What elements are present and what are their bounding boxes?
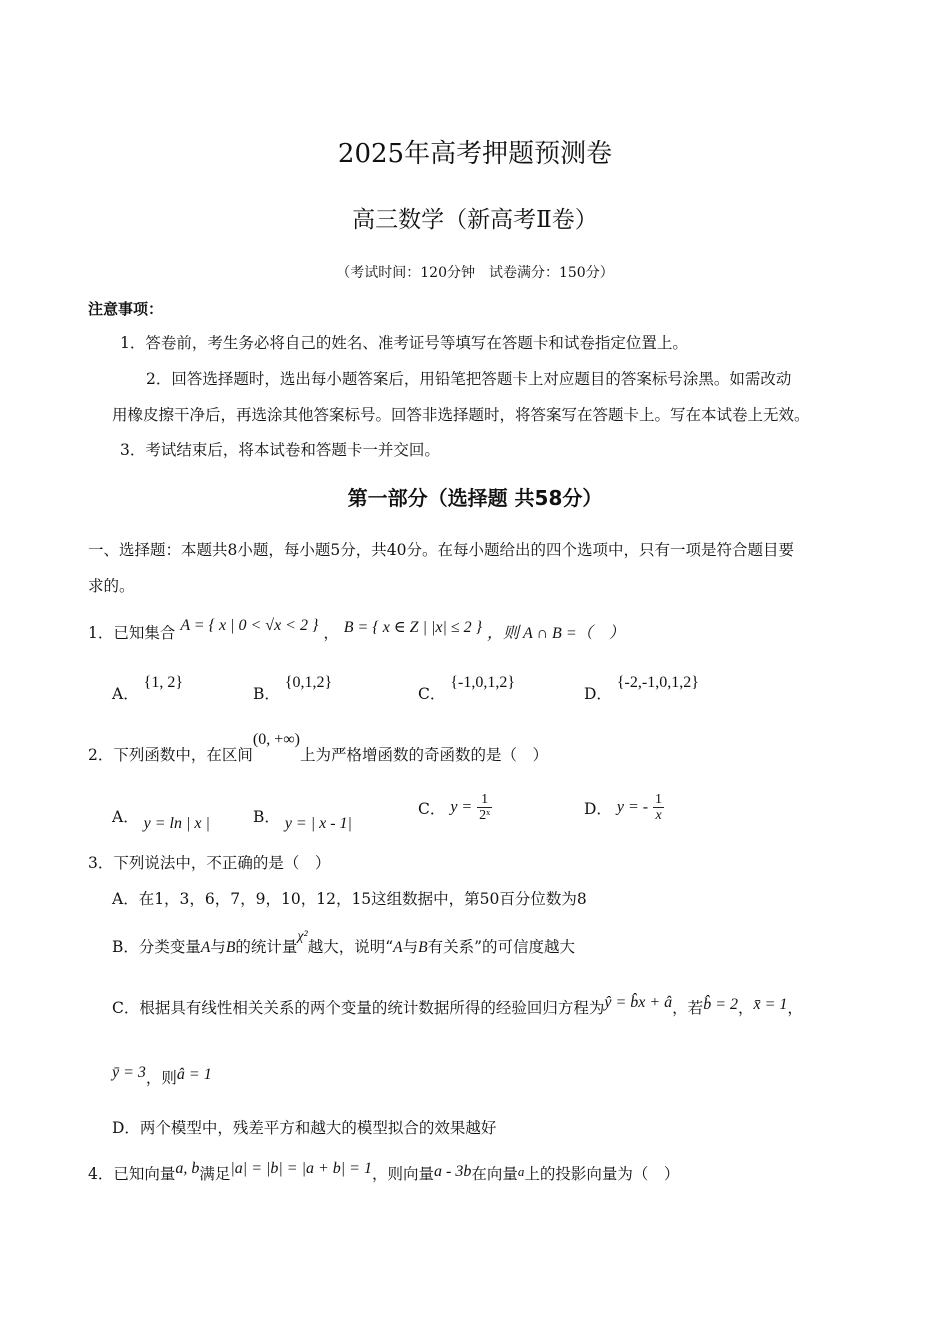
q4-condition: |a| = |b| = |a + b| = 1	[230, 1160, 372, 1177]
q2-option-c-lhs: y =	[450, 798, 473, 816]
q1-option-d	[584, 674, 699, 704]
q2-option-b-label: B．	[253, 808, 280, 826]
q3-b-var-a2: A	[393, 939, 403, 956]
q2-option-d-num: 1	[655, 792, 663, 807]
section-instruction-a: 一、选择题：本题共8小题，每小题5分，共40分。在每小题给出的四个选项中，只有一项是符合题目要	[88, 541, 794, 559]
q1-option-c-value: {-1,0,1,2}	[450, 674, 515, 691]
q3-stem: 3．下列说法中，不正确的是（ ）	[88, 854, 331, 872]
q3-option-a: A．在1，3，6，7，9，10，12，15这组数据中，第50百分位数为8	[112, 890, 587, 908]
q1-option-b-label: B．	[253, 685, 280, 703]
q3-b-var-a: A	[200, 939, 211, 956]
notice-item-2a: 2．回答选择题时，选出每小题答案后，用铅笔把答题卡上对应题目的答案标号涂黑。如需改动	[146, 370, 792, 388]
q2-interval: (0, +∞)	[252, 731, 300, 748]
q2-option-c	[418, 792, 492, 823]
q3-b-post: 越大，说明“	[307, 938, 394, 956]
q3-b-var-b2: B	[418, 939, 428, 956]
notice-heading: 注意事项：	[88, 300, 164, 318]
section-heading: 第一部分（选择题 共58分）	[347, 486, 603, 510]
q3-b-mid3: 与	[402, 938, 419, 956]
exam-subtitle: 高三数学（新高考Ⅱ卷）	[352, 207, 598, 233]
q2-option-c-label: C．	[418, 799, 446, 818]
q4-prefix: 4．已知向量	[88, 1165, 176, 1183]
q2-option-c-num: 1	[477, 792, 492, 808]
q3-c-end: ，	[787, 999, 803, 1017]
q1-option-b-value: {0,1,2}	[284, 674, 333, 691]
q3-c-a-value: â = 1	[176, 1066, 212, 1083]
q2-option-b	[253, 805, 352, 832]
q3-option-c-line1	[112, 996, 803, 1018]
q3-b-mid: 与	[210, 938, 226, 956]
q1-sep: ，	[323, 624, 339, 642]
q1-option-b	[253, 674, 333, 704]
q1-option-a-label: A．	[112, 685, 139, 703]
notice-item-2b: 用橡皮擦干净后，再选涂其他答案标号。回答非选择题时，将答案写在答题卡上。写在本试卷上无效。	[112, 406, 810, 424]
q4-mid2: ，则向量	[371, 1165, 434, 1183]
q3-b-pre: B．分类变量	[112, 938, 201, 956]
section-instruction-b: 求的。	[88, 577, 135, 595]
notice-item-1: 1．答卷前，考生务必将自己的姓名、准考证号等填写在答题卡和试卷指定位置上。	[120, 334, 688, 352]
q1-option-c-label: C．	[418, 685, 446, 703]
q1-stem	[88, 617, 625, 643]
q3-c-y-mean: ȳ = 3	[112, 1064, 146, 1081]
q2-suffix: 上为严格增函数的奇函数的是（ ）	[299, 746, 548, 764]
q3-option-d: D．两个模型中，残差平方和越大的模型拟合的效果越好	[112, 1119, 497, 1137]
q3-c-comma: ，	[737, 999, 754, 1017]
q3-c2-mid: ，则	[145, 1069, 177, 1087]
q3-option-c-line2	[112, 1066, 212, 1088]
q2-option-c-fraction	[477, 792, 492, 823]
q4-vector-a: a	[517, 1164, 525, 1179]
q3-c-pre: C．根据具有线性相关关系的两个变量的统计数据所得的经验回归方程为	[112, 999, 605, 1017]
q1-option-a-value: {1, 2}	[143, 674, 183, 691]
q1-option-c	[418, 674, 515, 704]
exam-time-info: （考试时间：120分钟 试卷满分：150分）	[336, 265, 614, 281]
q2-option-d-label: D．	[584, 799, 612, 818]
q2-prefix: 2．下列函数中，在区间	[88, 746, 253, 764]
notice-item-3: 3．考试结束后，将本试卷和答题卡一并交回。	[120, 441, 440, 459]
q4-mid: 满足	[199, 1165, 231, 1183]
q2-option-c-den: 2ˣ	[479, 808, 491, 823]
q3-b-post2: 有关系”的可信度越大	[427, 938, 576, 956]
q1-set-b: B = { x ∈ Z | |x| ≤ 2 }	[343, 619, 483, 636]
q3-option-b	[112, 929, 576, 957]
q2-option-d	[584, 792, 664, 823]
q3-c-equation: ŷ = b̂x + â	[604, 994, 673, 1011]
q4-suffix: 上的投影向量为（ ）	[524, 1165, 680, 1183]
q2-option-d-lhs: y = -	[616, 798, 649, 816]
q3-c-mid: ，若	[672, 999, 704, 1017]
q2-option-a-label: A．	[112, 808, 139, 826]
exam-title: 2025年高考押题预测卷	[337, 139, 613, 169]
q2-option-a	[112, 805, 210, 832]
q1-suffix: ，则 A ∩ B =（ ）	[487, 625, 625, 642]
q1-option-a	[112, 674, 183, 704]
q3-b-chi: χ²	[297, 929, 308, 944]
q1-option-d-label: D．	[584, 685, 612, 703]
q2-option-b-value: y = | x - 1|	[284, 815, 352, 832]
q1-prefix: 1．已知集合	[88, 624, 176, 642]
q1-option-d-value: {-2,-1,0,1,2}	[616, 674, 699, 691]
q3-b-mid2: 的统计量	[235, 938, 298, 956]
q4-stem	[88, 1162, 679, 1184]
q3-c-x-mean: x̄ = 1	[753, 996, 788, 1013]
q2-option-d-den: x	[655, 808, 662, 823]
q2-option-d-fraction	[653, 792, 664, 823]
q2-option-a-value: y = ln | x |	[143, 815, 210, 832]
q4-expression: a - 3b	[433, 1163, 472, 1180]
q3-c-b-value: b̂ = 2	[703, 996, 738, 1013]
q1-set-a: A = { x | 0 < √x < 2 }	[180, 617, 319, 634]
q2-stem	[88, 731, 548, 765]
q4-mid3: 在向量	[471, 1165, 518, 1183]
q4-vectors: a, b	[175, 1160, 200, 1177]
q3-b-var-b: B	[225, 939, 236, 956]
